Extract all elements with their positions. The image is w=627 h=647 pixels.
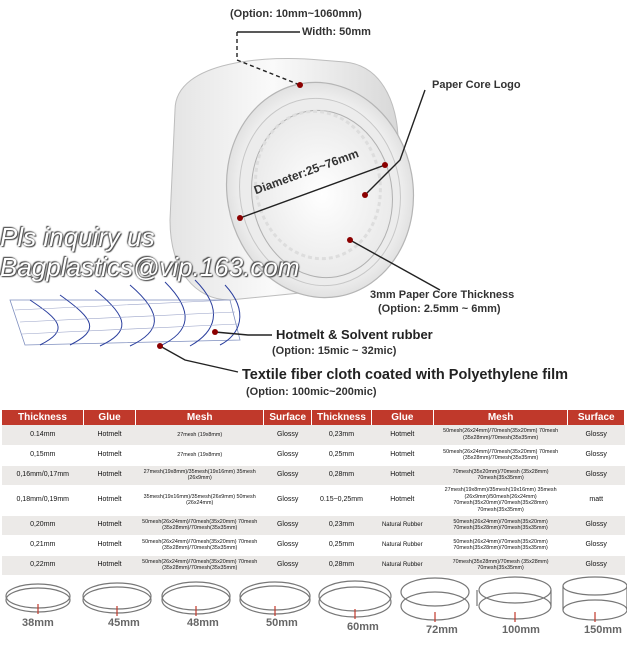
table-cell: Hotmelt bbox=[83, 555, 135, 575]
table-cell: 27mesh(19x8mm)/35mesh(19x16mm) 35mesh (26x9mm)/50mesh(26x24mm) 70mesh(35x20mm)/70mesh(35x28mm) 70mesh(35x35mm) bbox=[433, 485, 568, 515]
column-header: Surface bbox=[264, 410, 312, 425]
table-cell: 0,20mm bbox=[2, 515, 83, 535]
watermark-line1: Pls inquiry us bbox=[0, 222, 155, 252]
column-header: Mesh bbox=[136, 410, 264, 425]
table-cell: 0,23mm bbox=[312, 425, 372, 445]
table-cell: Natural Rubber bbox=[371, 555, 433, 575]
table-cell: 27mesh (19x8mm) bbox=[136, 445, 264, 465]
table-cell: Glossy bbox=[264, 425, 312, 445]
paper-core-logo-label: Paper Core Logo bbox=[432, 79, 521, 91]
table-cell: Glossy bbox=[568, 465, 625, 485]
table-cell: 50mesh(26x24mm)/70mesh(35x20mm) 70mesh (35x28mm)/70mesh(35x35mm) bbox=[136, 535, 264, 555]
option-width-label: (Option: 10mm~1060mm) bbox=[230, 8, 362, 20]
table-row bbox=[2, 465, 625, 485]
diameter-label: Diameter:25~76mm bbox=[252, 146, 361, 198]
hotmelt-option-label: (Option: 15mic ~ 32mic) bbox=[272, 345, 397, 357]
table-cell: Hotmelt bbox=[83, 425, 135, 445]
table-cell: Hotmelt bbox=[83, 535, 135, 555]
column-header: Glue bbox=[83, 410, 135, 425]
core-size-row bbox=[0, 574, 627, 647]
table-cell: Hotmelt bbox=[83, 465, 135, 485]
table-cell: 50mesh(26x24mm)/70mesh(35x20mm) 70mesh(35x28mm)/70mesh(35x35mm) bbox=[433, 535, 568, 555]
column-header: Glue bbox=[371, 410, 433, 425]
table-row bbox=[2, 445, 625, 465]
table-cell: 50mesh(26x24mm)/70mesh(35x20mm) 70mesh(35x28mm)/70mesh(35x35mm) bbox=[433, 515, 568, 535]
core-size-label: 48mm bbox=[187, 617, 219, 629]
table-cell: 50mesh(26x24mm)/70mesh(35x20mm) 70mesh (35x28mm)/70mesh(35x35mm) bbox=[433, 425, 568, 445]
table-cell: Glossy bbox=[568, 555, 625, 575]
table-cell: 0,16mm/0,17mm bbox=[2, 465, 83, 485]
table-header bbox=[2, 410, 625, 425]
watermark-email: Bagplastics@vip.163.com bbox=[0, 252, 300, 282]
table-cell: Hotmelt bbox=[83, 485, 135, 515]
core-size-label: 50mm bbox=[266, 617, 298, 629]
table-cell: Glossy bbox=[264, 465, 312, 485]
table-cell: 70mesh(35x20mm)/70mesh (35x28mm) 70mesh(35x35mm) bbox=[433, 465, 568, 485]
spec-table bbox=[2, 410, 625, 576]
table-cell: Glossy bbox=[264, 535, 312, 555]
core-rings bbox=[0, 574, 627, 647]
table-cell: Glossy bbox=[264, 445, 312, 465]
table-cell: Glossy bbox=[264, 555, 312, 575]
table-cell: 0,15mm bbox=[2, 445, 83, 465]
table-cell: Glossy bbox=[264, 485, 312, 515]
core-option-label: (Option: 2.5mm ~ 6mm) bbox=[378, 303, 501, 315]
table-cell: 0,18mm/0,19mm bbox=[2, 485, 83, 515]
table-cell: 50mesh(26x24mm)/70mesh(35x20mm) 70mesh (35x28mm)/70mesh(35x35mm) bbox=[136, 515, 264, 535]
table-cell: 0,28mm bbox=[312, 555, 372, 575]
width-label: Width: 50mm bbox=[302, 26, 371, 38]
table-cell: 0,28mm bbox=[312, 465, 372, 485]
table-cell: Glossy bbox=[568, 445, 625, 465]
table-cell: Hotmelt bbox=[371, 445, 433, 465]
table-cell: Glossy bbox=[568, 425, 625, 445]
table-cell: Natural Rubber bbox=[371, 535, 433, 555]
table-cell: 0,25mm bbox=[312, 445, 372, 465]
table-cell: 0,22mm bbox=[2, 555, 83, 575]
table-row bbox=[2, 485, 625, 515]
hotmelt-label: Hotmelt & Solvent rubber bbox=[276, 327, 433, 342]
core-size-label: 100mm bbox=[502, 624, 540, 636]
column-header: Thickness bbox=[2, 410, 83, 425]
table-cell: 0,23mm bbox=[312, 515, 372, 535]
core-size-label: 72mm bbox=[426, 624, 458, 636]
table-cell: 50mesh(26x24mm)/70mesh(35x20mm) 70mesh (35x28mm)/70mesh(35x35mm) bbox=[136, 555, 264, 575]
table-cell: Natural Rubber bbox=[371, 515, 433, 535]
table-cell: 50mesh(26x24mm)/70mesh(35x20mm) 70mesh (35x28mm)/70mesh(35x35mm) bbox=[433, 445, 568, 465]
table-cell: 0.14mm bbox=[2, 425, 83, 445]
table-row bbox=[2, 555, 625, 575]
core-size-label: 38mm bbox=[22, 617, 54, 629]
table-cell: 70mesh(35x28mm)/70mesh (35x28mm) 70mesh(35x35mm) bbox=[433, 555, 568, 575]
table-cell: matt bbox=[568, 485, 625, 515]
core-thickness-label: 3mm Paper Core Thickness bbox=[370, 289, 515, 301]
table-row bbox=[2, 515, 625, 535]
table-cell: 0,25mm bbox=[312, 535, 372, 555]
core-size-label: 60mm bbox=[347, 621, 379, 633]
column-header: Surface bbox=[568, 410, 625, 425]
table-cell: Glossy bbox=[264, 515, 312, 535]
table-row bbox=[2, 535, 625, 555]
column-header: Thickness bbox=[312, 410, 372, 425]
table-row bbox=[2, 425, 625, 445]
table-cell: 0.15~0,25mm bbox=[312, 485, 372, 515]
table-cell: 35mesh(19x16mm)/35mesh(26x9mm) 50mesh (26x24mm) bbox=[136, 485, 264, 515]
column-header: Mesh bbox=[433, 410, 568, 425]
textile-option-label: (Option: 100mic~200mic) bbox=[246, 386, 377, 398]
core-size-label: 150mm bbox=[584, 624, 622, 636]
textile-label: Textile fiber cloth coated with Polyethylene film bbox=[242, 367, 569, 383]
table-cell: Hotmelt bbox=[83, 515, 135, 535]
core-size-label: 45mm bbox=[108, 617, 140, 629]
table-cell: Hotmelt bbox=[371, 485, 433, 515]
table-cell: Glossy bbox=[568, 515, 625, 535]
table-cell: 27mesh(19x8mm)/35mesh(19x16mm) 35mesh (26x9mm) bbox=[136, 465, 264, 485]
table-cell: Hotmelt bbox=[371, 425, 433, 445]
table-cell: 0,21mm bbox=[2, 535, 83, 555]
table-body bbox=[2, 425, 625, 575]
table-cell: Hotmelt bbox=[371, 465, 433, 485]
table-cell: 27mesh (19x8mm) bbox=[136, 425, 264, 445]
table-cell: Hotmelt bbox=[83, 445, 135, 465]
table-cell: Glossy bbox=[568, 535, 625, 555]
